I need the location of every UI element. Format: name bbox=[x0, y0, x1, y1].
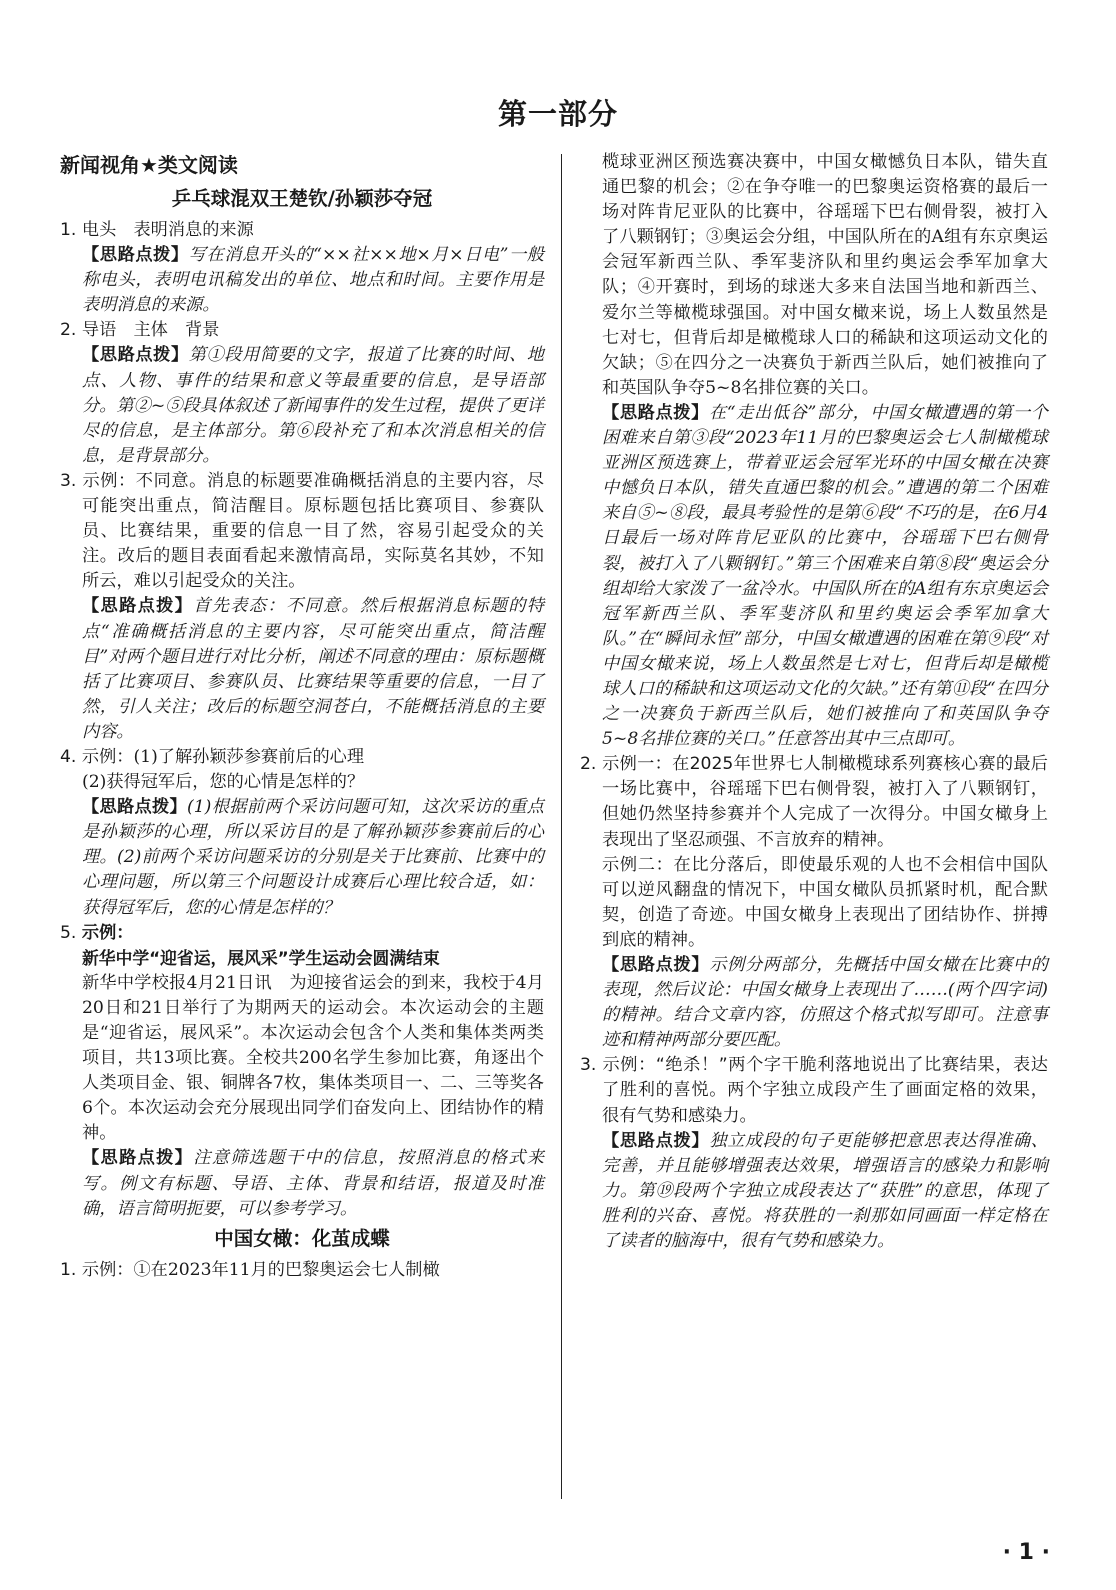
a1-q1-answer: 1. 电头 表明消息的来源 bbox=[60, 220, 254, 240]
a1-q5-tip: 【思路点拨】注意筛选题干中的信息，按照消息的格式来写。例文有标题、导语、主体、背景和结语，报道及时准确，语言简明扼要，可以参考学习。 bbox=[82, 1148, 544, 1219]
a2-q1-answer-start: 1. 示例：①在2023年11月的巴黎奥运会七人制橄 bbox=[60, 1259, 440, 1280]
a1-q5-answer: 5. 示例： bbox=[60, 922, 134, 943]
column-divider bbox=[561, 154, 562, 1499]
a1-q2-answer: 2. 导语 主体 背景 bbox=[60, 320, 220, 341]
a1-q2-tip: 【思路点拨】第①段用简要的文字，报道了比赛的时间、地点、人物、事件的结果和意义等最重要的信息，是导语部分。第②~⑤段具体叙述了新闻事件的发生过程，提供了更详尽的信息，是主体部分。第⑥段补充了和本次消息相关的信息，是背景部分。 bbox=[82, 345, 544, 466]
a1-q5-sample-title: 新华中学“迎省运，展风采”学生运动会圆满结束 bbox=[82, 947, 440, 968]
article2-title: 中国女橄：化茧成蝶 bbox=[214, 1226, 390, 1250]
a2-q2-example1: 2. 示例一：在2025年世界七人制橄榄球系列赛核心赛的最后一场比赛中，谷瑶瑶下巴右侧骨裂，被打入了八颗钢钉，但她仍然坚持参赛并个人完成了一次得分。中国女橄身上表现出了坚忍顽强、不言放弃的精神。 bbox=[580, 754, 1048, 850]
a1-q3-tip: 【思路点拨】首先表态：不同意。然后根据消息标题的特点“准确概括消息的主要内容，尽可能突出重点，简洁醒目”对两个题目进行对比分析，阐述不同意的理由：原标题概括了比赛项目、参赛队员、比赛结果等重要的信息，一目了然，引人关注；改后的标题空洞苍白，不能概括消息的主要内容。 bbox=[82, 596, 544, 742]
left-column bbox=[60, 150, 544, 1283]
a1-q4-tip: 【思路点拨】(1)根据前两个采访问题可知，这次采访的重点是孙颖莎的心理，所以采访目的是了解孙颖莎参赛前后的心理。(2)前两个采访问题采访的分别是关于比赛前、比赛中的心理问题，所以第三个问题设计成赛后心理比较合适，如：获得冠军后，您的心情是怎样的？ bbox=[82, 797, 544, 918]
article1-title: 乒乓球混双王楚钦/孙颖莎夺冠 bbox=[171, 187, 433, 210]
page-number: · 1 · bbox=[1002, 1540, 1050, 1565]
right-column bbox=[580, 150, 1048, 1254]
a2-q1-answer-cont: 榄球亚洲区预选赛决赛中，中国女橄憾负日本队，错失直通巴黎的机会；②在争夺唯一的巴黎奥运资格赛的最后一场对阵肯尼亚队的比赛中，谷瑶瑶下巴右侧骨裂，被打入了八颗钢钉；③奥运会分组，中国队所在的A组有东京奥运会冠军新西兰队、季军斐济队和里约奥运会季军加拿大队；④开赛时，到场的球迷大多来自法国当地和新西兰、爱尔兰等橄榄球强国。对中国女橄来说，场上人数虽然是七对七，但背后却是橄榄球人口的稀缺和这项运动文化的欠缺；⑤在四分之一决赛负于新西兰队后，她们被推向了和英国队争夺5~8名排位赛的关口。 bbox=[602, 152, 1048, 398]
a2-q1-tip: 【思路点拨】在“走出低谷”部分，中国女橄遭遇的第一个困难来自第③段“2023年11月的巴黎奥运会七人制橄榄球亚洲区预选赛上，带着亚运会冠军光环的中国女橄在决赛中憾负日本队，错失直通巴黎的机会。”遭遇的第二个困难来自⑤~⑧段，最具考验性的是第⑥段“不巧的是，在6月4日最后一场对阵肯尼亚队的比赛中，谷瑶瑶下巴右侧骨裂，被打入了八颗钢钉。”第三个困难来自第⑧段“奥运会分组却给大家泼了一盆冷水。中国队所在的A组有东京奥运会冠军新西兰队、季军斐济队和里约奥运会季军加拿大队。”在“瞬间永恒”部分，中国女橄遭遇的困难在第⑨段“对中国女橄来说，场上人数虽然是七对七，但背后却是橄榄球人口的稀缺和这项运动文化的欠缺。”还有第⑪段“在四分之一决赛负于新西兰队后，她们被推向了和英国队争夺5~8名排位赛的关口。”任意答出其中三点即可。 bbox=[602, 402, 1048, 750]
a1-q5-sample-body: 新华中学校报4月21日讯 为迎接省运会的到来，我校于4月20日和21日举行了为期两天的运动会。本次运动会的主题是“迎省运，展风采”。本次运动会包含个人类和集体类两类项目，共13项比赛。全校共200名学生参加比赛，角逐出个人类项目金、银、铜牌各7枚，集体类项目一、二、三等奖各6个。本次运动会充分展现出同学们奋发向上、团结协作的精神。 bbox=[82, 972, 544, 1144]
a1-q4-answer-2: (2)获得冠军后，您的心情是怎样的？ bbox=[82, 772, 365, 793]
a2-q3-answer: 3. 示例：“绝杀！”两个字干脆利落地说出了比赛结果，表达了胜利的喜悦。两个字独立成段产生了画面定格的效果，很有气势和感染力。 bbox=[580, 1055, 1048, 1126]
a1-q1-tip: 【思路点拨】写在消息开头的“××社××地×月×日电”一般称电头，表明电讯稿发出的单位、地点和时间。主要作用是表明消息的来源。 bbox=[82, 245, 544, 316]
a1-q3-answer: 3. 示例：不同意。消息的标题要准确概括消息的主要内容，尽可能突出重点，简洁醒目。原标题包括比赛项目、参赛队员、比赛结果，重要的信息一目了然，容易引起受众的关注。改后的题目表面看起来激情高昂，实际莫名其妙，不知所云，难以引起受众的关注。 bbox=[60, 470, 544, 592]
section-title: 新闻视角★类文阅读 bbox=[60, 153, 238, 177]
a2-q3-tip: 【思路点拨】独立成段的句子更能够把意思表达得准确、完善，并且能够增强表达效果，增强语言的感染力和影响力。第⑲段两个字独立成段表达了“获胜”的意思，体现了胜利的兴奋、喜悦。将获胜的一刹那如同画面一样定格在了读者的脑海中，很有气势和感染力。 bbox=[602, 1130, 1048, 1252]
a1-q4-answer: 4. 示例：(1)了解孙颖莎参赛前后的心理 bbox=[60, 746, 365, 767]
page-title: 第一部分 bbox=[497, 97, 618, 131]
a2-q2-example2: 示例二：在比分落后，即使最乐观的人也不会相信中国队可以逆风翻盘的情况下，中国女橄队员抓紧时机，配合默契，创造了奇迹。中国女橄身上表现出了团结协作、拼搏到底的精神。 bbox=[602, 854, 1048, 950]
a2-q2-tip: 【思路点拨】示例分两部分，先概括中国女橄在比赛中的表现，然后议论：中国女橄身上表现出了……(两个四字词)的精神。结合文章内容，仿照这个格式拟写即可。注意事迹和精神两部分要匹配。 bbox=[602, 955, 1048, 1051]
